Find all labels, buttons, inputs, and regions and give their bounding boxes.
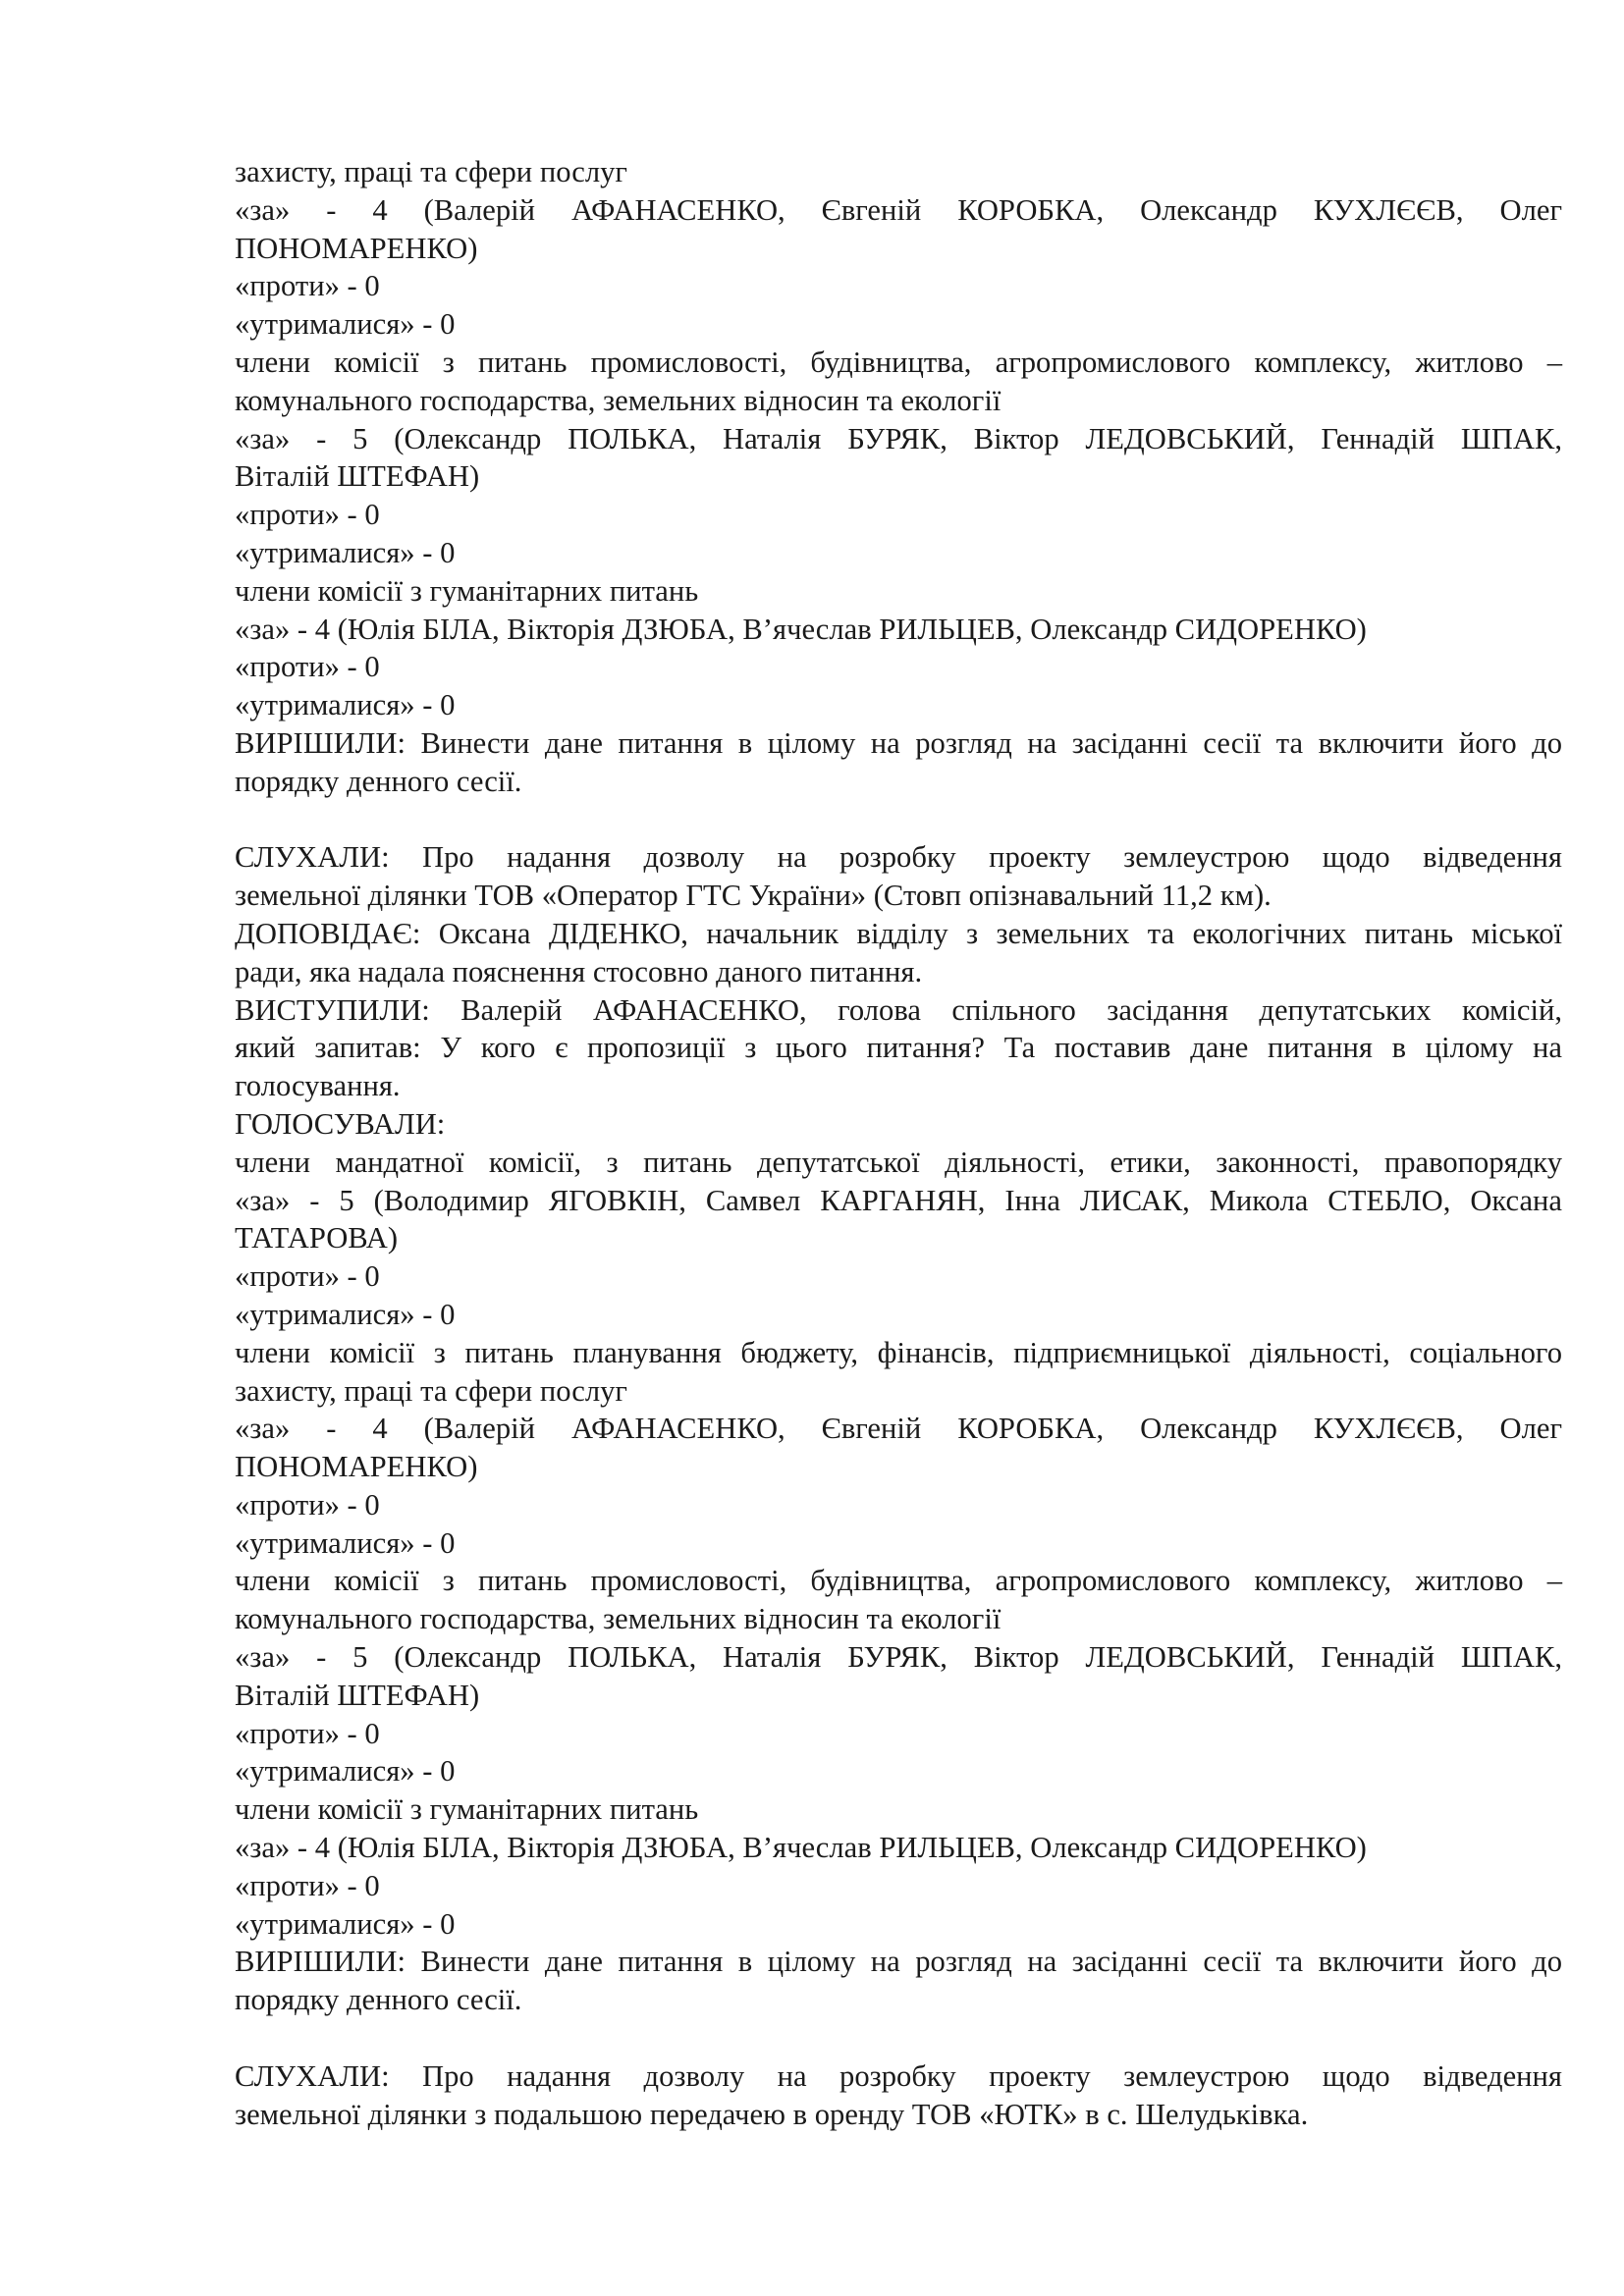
paragraph-gap — [235, 801, 1562, 839]
text-line: порядку денного сесії. — [235, 764, 522, 798]
vote-for-line: «за» - 5 (Володимир ЯГОВКІН, Самвел КАРГАНЯН, Інна ЛИСАК, Микола СТЕБЛО, Оксана — [235, 1183, 1562, 1217]
vote-against-line: «проти» - 0 — [235, 1487, 380, 1522]
text-line: Віталій ШТЕФАН) — [235, 459, 480, 494]
vote-abstain-line: «утрималися» - 0 — [235, 535, 456, 569]
vote-for-line: «за» - 5 (Олександр ПОЛЬКА, Наталія БУРЯК, Віктор ЛЕДОВСЬКИЙ, Геннадій ШПАК, — [235, 421, 1562, 455]
text-line: голосування. — [235, 1069, 401, 1103]
vote-abstain-line: «утрималися» - 0 — [235, 1525, 456, 1560]
vote-abstain-line: «утрималися» - 0 — [235, 307, 456, 342]
vote-against-line: «проти» - 0 — [235, 1868, 380, 1902]
reporter-line: ДОПОВІДАЄ: Оксана ДІДЕНКО, начальник відділу з земельних та екологічних питань міської — [235, 916, 1562, 950]
text-line: Віталій ШТЕФАН) — [235, 1678, 480, 1712]
commission-line: члени комісії з питань промисловості, будівництва, агропромислового комплексу, житлово – — [235, 345, 1562, 379]
text-line: захисту, праці та сфери послуг — [235, 155, 627, 188]
text-line: земельної ділянки ТОВ «Оператор ГТС України» (Стовп опізнавальний 11,2 км). — [235, 879, 1272, 913]
vote-for-line: «за» - 4 (Юлія БІЛА, Вікторія ДЗЮБА, В’ячеслав РИЛЬЦЕВ, Олександр СИДОРЕНКО) — [235, 1831, 1367, 1865]
vote-abstain-line: «утрималися» - 0 — [235, 1906, 456, 1941]
vote-abstain-line: «утрималися» - 0 — [235, 1754, 456, 1789]
decision-line: ВИРІШИЛИ: Винести дане питання в цілому на розгляд на засіданні сесії та включити його до — [235, 1945, 1562, 1979]
text-line: ПОНОМАРЕНКО) — [235, 231, 478, 265]
commission-line: члени комісії з питань планування бюджету, фінансів, підприємницької діяльності, соціального — [235, 1335, 1562, 1369]
vote-against-line: «проти» - 0 — [235, 269, 380, 303]
text-line: ТАТАРОВА) — [235, 1221, 399, 1255]
decision-line: ВИРІШИЛИ: Винести дане питання в цілому на розгляд на засіданні сесії та включити його до — [235, 725, 1562, 760]
text-line: земельної ділянки з подальшою передачею в оренду ТОВ «ЮТК» в с. Шелудьківка. — [235, 2097, 1309, 2131]
text-line: який запитав: У кого є пропозиції з цього питання? Та поставив дане питання в цілому на — [235, 1031, 1562, 1065]
vote-for-line: «за» - 4 (Валерій АФАНАСЕНКО, Євгеній КОРОБКА, Олександр КУХЛЄЄВ, Олег — [235, 192, 1562, 227]
paragraph-gap — [235, 2019, 1562, 2057]
document-page — [235, 153, 1562, 2133]
vote-abstain-line: «утрималися» - 0 — [235, 1297, 456, 1331]
commission-line: члени комісії з гуманітарних питань — [235, 1792, 699, 1827]
text-line: комунального господарства, земельних відносин та екології — [235, 383, 1001, 417]
text-line: ради, яка надала пояснення стосовно даного питання. — [235, 954, 923, 988]
voted-heading: ГОЛОСУВАЛИ: — [235, 1106, 446, 1141]
vote-against-line: «проти» - 0 — [235, 1259, 380, 1294]
vote-for-line: «за» - 4 (Юлія БІЛА, Вікторія ДЗЮБА, В’ячеслав РИЛЬЦЕВ, Олександр СИДОРЕНКО) — [235, 612, 1367, 646]
vote-abstain-line: «утрималися» - 0 — [235, 688, 456, 722]
vote-against-line: «проти» - 0 — [235, 1716, 380, 1750]
vote-for-line: «за» - 5 (Олександр ПОЛЬКА, Наталія БУРЯК, Віктор ЛЕДОВСЬКИЙ, Геннадій ШПАК, — [235, 1640, 1562, 1675]
text-line: ПОНОМАРЕНКО) — [235, 1450, 478, 1484]
commission-line: члени мандатної комісії, з питань депутатської діяльності, етики, законності, правопорядку — [235, 1145, 1562, 1179]
commission-line: члени комісії з гуманітарних питань — [235, 573, 699, 608]
commission-line: члени комісії з питань промисловості, будівництва, агропромислового комплексу, житлово – — [235, 1564, 1562, 1598]
text-line: захисту, праці та сфери послуг — [235, 1373, 627, 1408]
text-line: порядку денного сесії. — [235, 1983, 522, 2017]
vote-for-line: «за» - 4 (Валерій АФАНАСЕНКО, Євгеній КОРОБКА, Олександр КУХЛЄЄВ, Олег — [235, 1412, 1562, 1446]
heard-line: СЛУХАЛИ: Про надання дозволу на розробку проекту землеустрою щодо відведення — [235, 2058, 1562, 2093]
vote-against-line: «проти» - 0 — [235, 498, 380, 532]
speakers-line: ВИСТУПИЛИ: Валерій АФАНАСЕНКО, голова спільного засідання депутатських комісій, — [235, 992, 1562, 1027]
vote-against-line: «проти» - 0 — [235, 650, 380, 684]
text-line: комунального господарства, земельних відносин та екології — [235, 1602, 1001, 1636]
heard-line: СЛУХАЛИ: Про надання дозволу на розробку проекту землеустрою щодо відведення — [235, 840, 1562, 875]
